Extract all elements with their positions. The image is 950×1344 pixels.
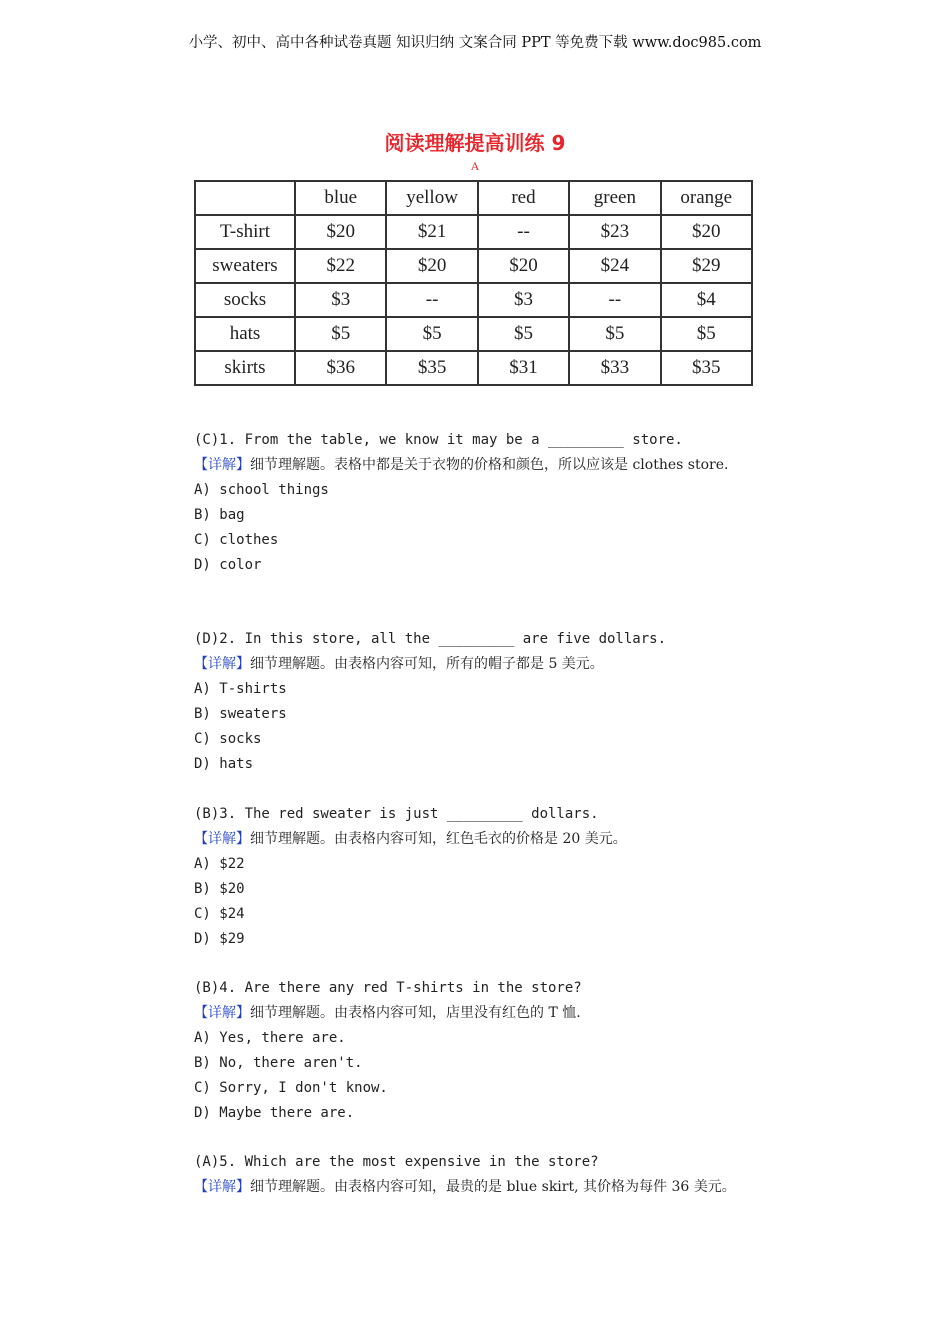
explanation-text: 细节理解题。由表格内容可知，店里没有红色的 T 恤.	[250, 1005, 581, 1021]
question-text: (B)4. Are there any red T-shirts in the store?	[194, 980, 582, 996]
table-cell: $31	[478, 351, 569, 385]
explanation-text: 细节理解题。由表格内容可知，最贵的是 blue skirt, 其价格为每件 36 美元。	[250, 1179, 736, 1195]
table-cell: $22	[295, 249, 386, 283]
question-block-1	[145, 428, 815, 578]
option: B) $20	[194, 881, 245, 897]
table-cell: $5	[386, 317, 477, 351]
table-row	[195, 317, 752, 351]
table-cell: $5	[478, 317, 569, 351]
table-header-cell: yellow	[386, 181, 477, 215]
option: D) color	[194, 557, 262, 573]
question-block-4	[145, 976, 815, 1126]
question-block-3	[145, 802, 815, 952]
table-header-cell	[195, 181, 295, 215]
option: C) $24	[194, 906, 245, 922]
table-cell: $24	[569, 249, 660, 283]
table-cell: $5	[295, 317, 386, 351]
table-cell: $36	[295, 351, 386, 385]
page-header: 小学、初中、高中各种试卷真题 知识归纳 文案合同 PPT 等免费下载 www.doc985.com	[188, 35, 762, 51]
table-cell: $4	[661, 283, 752, 317]
option: B) sweaters	[194, 706, 287, 722]
explanation	[145, 1175, 815, 1200]
table-cell: $20	[386, 249, 477, 283]
table-header-cell: green	[569, 181, 660, 215]
table-cell: skirts	[195, 351, 295, 385]
table-cell: $29	[661, 249, 752, 283]
explanation-text: 细节理解题。由表格内容可知，红色毛衣的价格是 20 美元。	[250, 831, 627, 847]
table-header-cell: blue	[295, 181, 386, 215]
option: A) Yes, there are.	[194, 1030, 346, 1046]
table-cell: $5	[569, 317, 660, 351]
option: C) clothes	[194, 532, 279, 548]
explain-tag: 【详解】	[194, 831, 250, 847]
option: A) school things	[194, 482, 329, 498]
option: B) No, there aren't.	[194, 1055, 363, 1071]
table-header-cell: orange	[661, 181, 752, 215]
table-cell: T-shirt	[195, 215, 295, 249]
price-table	[194, 180, 753, 386]
explanation	[194, 827, 815, 852]
table-cell: $23	[569, 215, 660, 249]
explain-tag: 【详解】	[194, 1179, 250, 1195]
table-cell: sweaters	[195, 249, 295, 283]
table-cell: socks	[195, 283, 295, 317]
explain-tag: 【详解】	[194, 457, 250, 473]
table-cell: $3	[295, 283, 386, 317]
explanation	[194, 652, 815, 677]
explain-tag: 【详解】	[194, 1005, 250, 1021]
table-cell: $5	[661, 317, 752, 351]
section-label: A	[470, 159, 480, 173]
table-cell: hats	[195, 317, 295, 351]
option: D) Maybe there are.	[194, 1105, 355, 1121]
option: C) socks	[194, 731, 262, 747]
question-text: (A)5. Which are the most expensive in the store?	[194, 1154, 599, 1170]
option: A) $22	[194, 856, 245, 872]
page-title: 阅读理解提高训练 9	[384, 131, 566, 155]
option: D) $29	[194, 931, 245, 947]
question-block-5	[145, 1150, 815, 1200]
table-cell: $20	[295, 215, 386, 249]
table-row	[195, 249, 752, 283]
table-cell: $20	[661, 215, 752, 249]
question-text: (D)2. In this store, all the _________ are five dollars.	[194, 631, 667, 647]
table-header-row	[195, 181, 752, 215]
option: D) hats	[194, 756, 254, 772]
table-cell: $35	[386, 351, 477, 385]
table-cell: $3	[478, 283, 569, 317]
option: A) T-shirts	[194, 681, 287, 697]
table-cell: $35	[661, 351, 752, 385]
explanation	[194, 1001, 815, 1026]
question-block-2	[145, 627, 815, 777]
table-cell: --	[478, 215, 569, 249]
table-cell: $20	[478, 249, 569, 283]
table-cell: --	[386, 283, 477, 317]
option: B) bag	[194, 507, 245, 523]
table-row	[195, 215, 752, 249]
explanation	[145, 453, 815, 478]
explanation-text: 细节理解题。由表格内容可知，所有的帽子都是 5 美元。	[250, 656, 604, 672]
table-header-cell: red	[478, 181, 569, 215]
table-row	[195, 283, 752, 317]
option: C) Sorry, I don't know.	[194, 1080, 388, 1096]
explanation-text: 细节理解题。表格中都是关于衣物的价格和颜色，所以应该是 clothes store.	[250, 457, 729, 473]
table-cell: $33	[569, 351, 660, 385]
explain-tag: 【详解】	[194, 656, 250, 672]
table-row	[195, 351, 752, 385]
question-text: (C)1. From the table, we know it may be a _________ store.	[194, 432, 683, 448]
table-cell: --	[569, 283, 660, 317]
table-cell: $21	[386, 215, 477, 249]
question-text: (B)3. The red sweater is just _________ dollars.	[194, 806, 599, 822]
